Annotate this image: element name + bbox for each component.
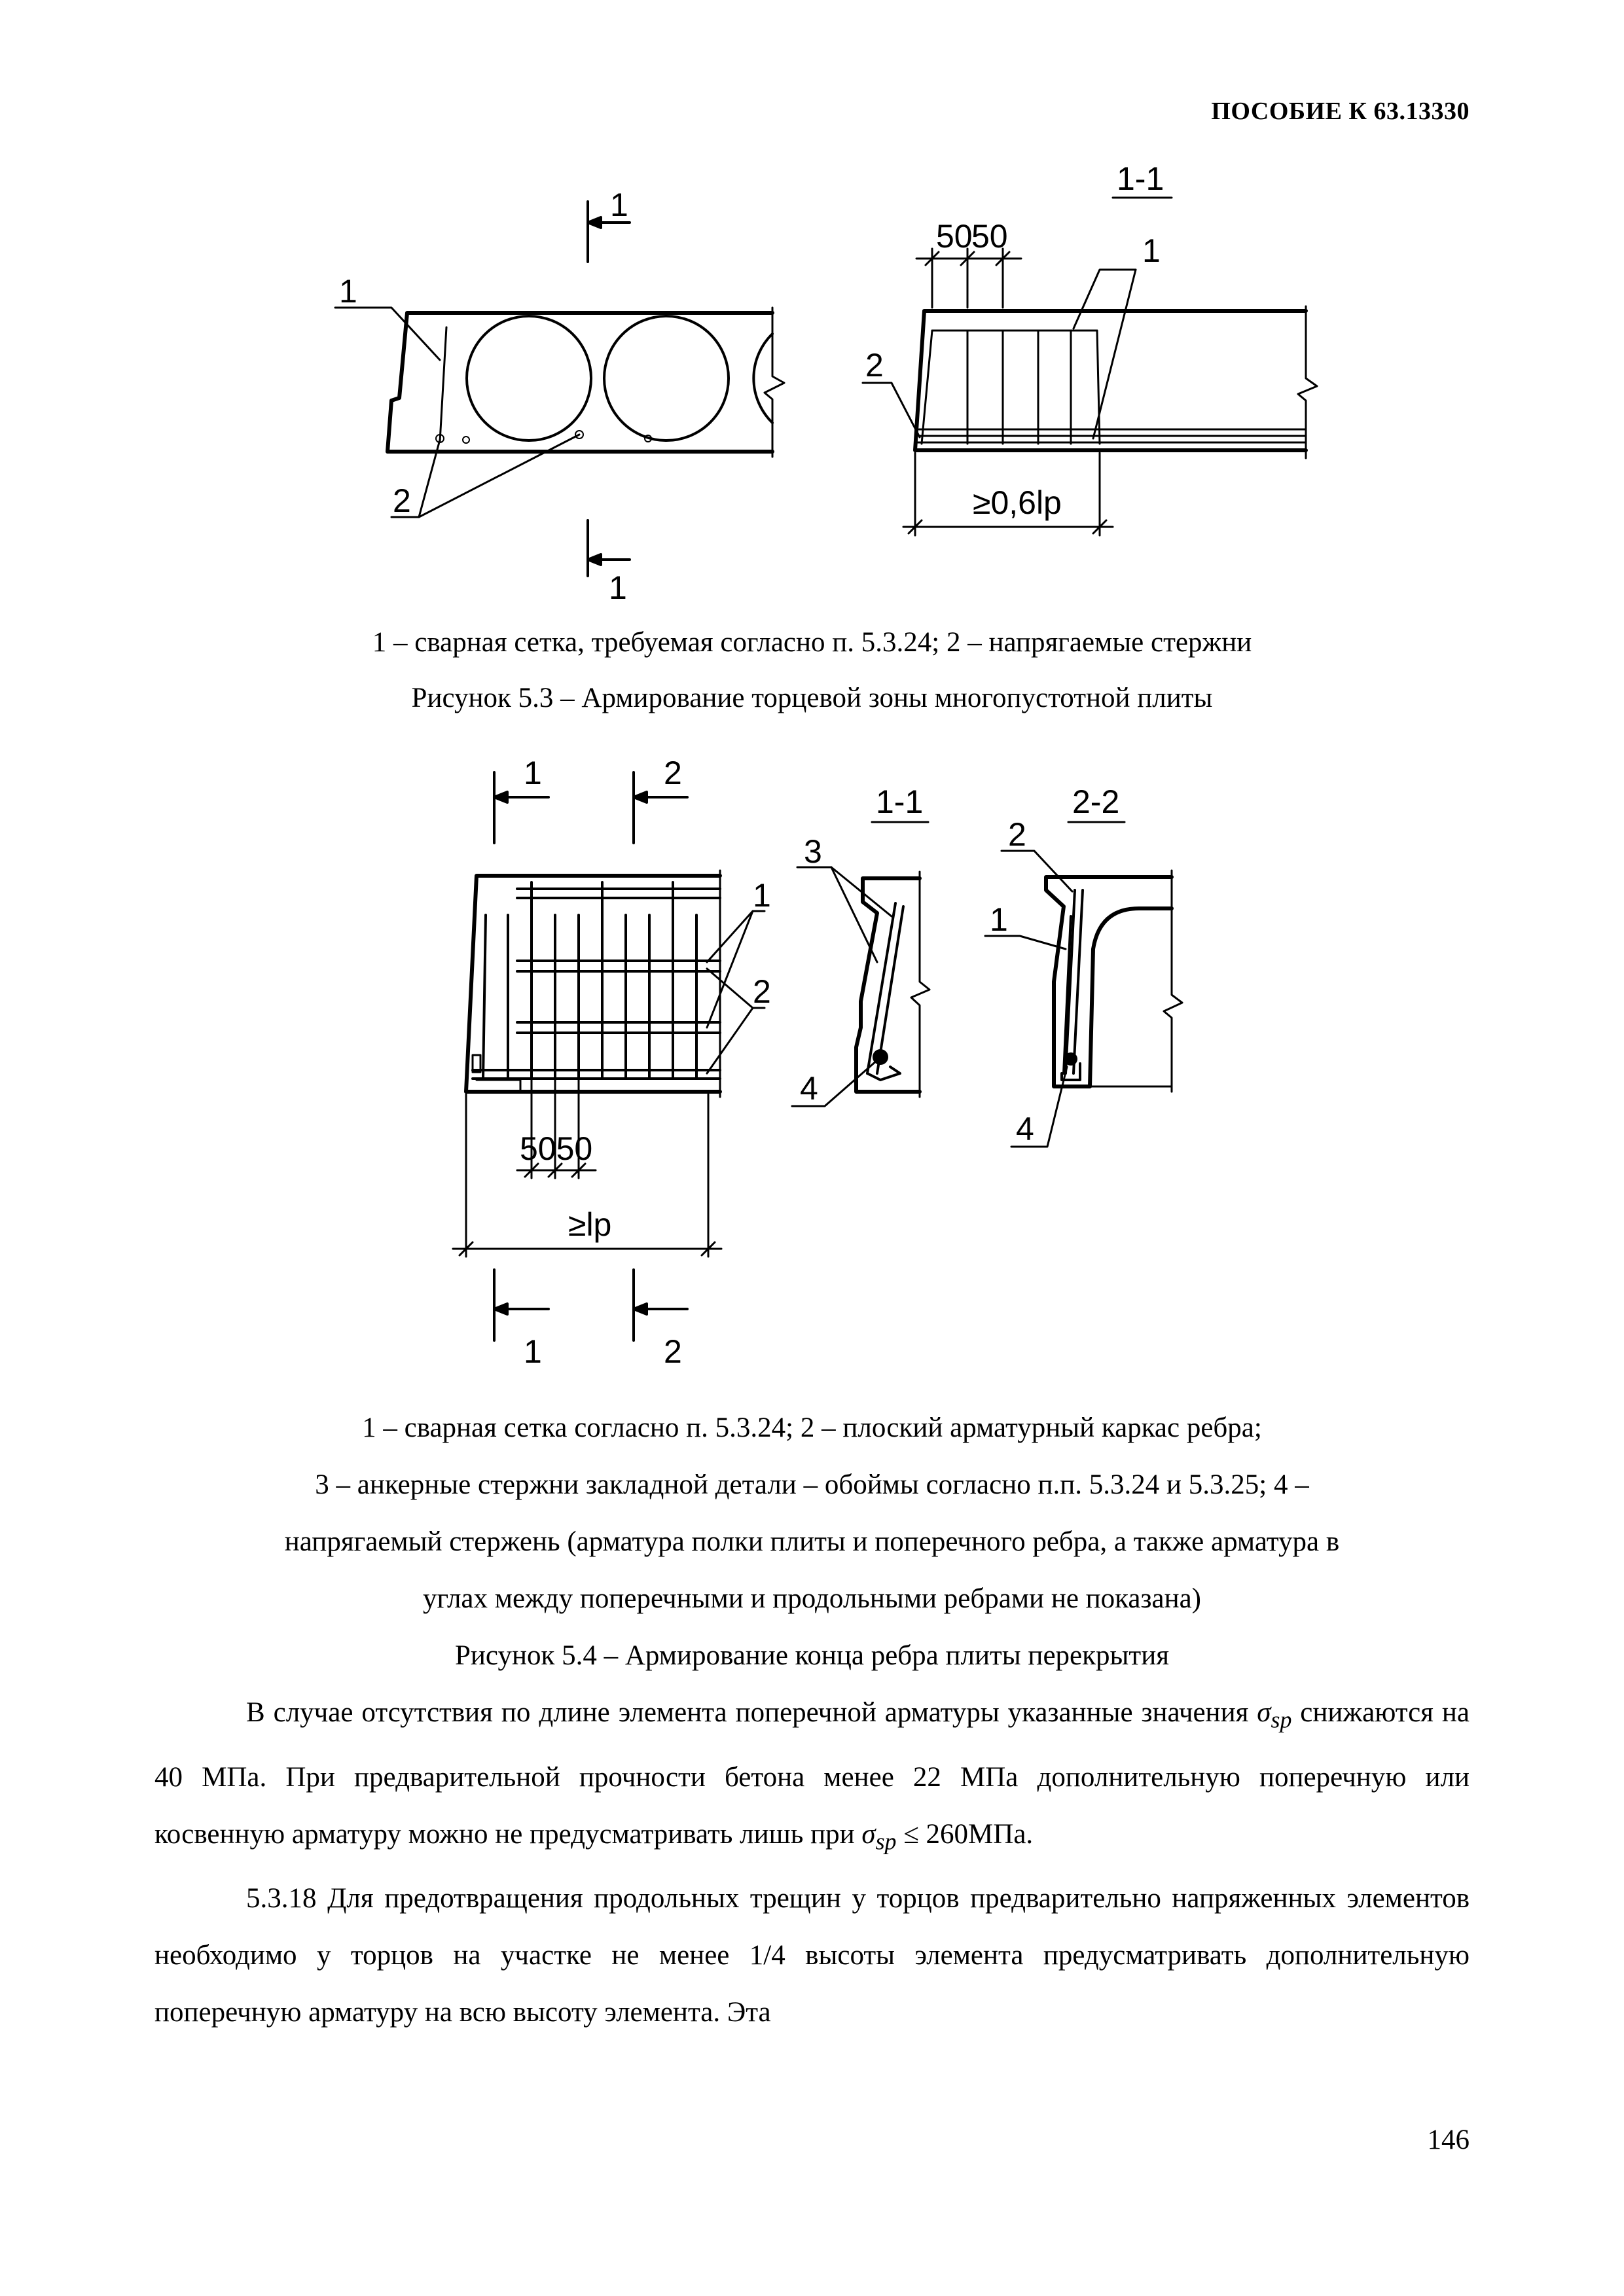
body-text bbox=[154, 1684, 1470, 2041]
sigma-symbol: σ bbox=[1257, 1697, 1271, 1728]
sigma-symbol: σ bbox=[861, 1818, 876, 1850]
dimension-5050: 5050 bbox=[520, 1130, 593, 1167]
callout-1-section: 1 bbox=[1142, 232, 1161, 269]
cut-label-2-top: 2 bbox=[664, 755, 682, 791]
figure-5-4-legend-line-1: 1 – сварная сетка согласно п. 5.3.24; 2 – плоский арматурный каркас ребра; bbox=[362, 1412, 1262, 1443]
cut-label-2-bottom: 2 bbox=[664, 1333, 682, 1370]
page-number: 146 bbox=[1427, 2125, 1470, 2155]
callout-1-rib: 1 bbox=[753, 877, 771, 914]
callout-2-section-2: 2 bbox=[1008, 816, 1026, 853]
figure-5-4-caption: Рисунок 5.4 – Армирование конца ребра плиты перекрытия bbox=[455, 1640, 1169, 1671]
document-header: ПОСОБИЕ К 63.13330 bbox=[1211, 98, 1470, 125]
void-2 bbox=[604, 316, 729, 440]
cut-mark-label-bottom: 1 bbox=[609, 569, 627, 606]
void-1 bbox=[467, 316, 591, 440]
section-label-2-2: 2-2 bbox=[1072, 783, 1120, 820]
cut-mark-bottom bbox=[588, 520, 630, 576]
figure-5-3-caption: Рисунок 5.3 – Армирование торцевой зоны многопустотной плиты bbox=[411, 683, 1213, 713]
dimension-50-b: 50 bbox=[971, 218, 1008, 255]
paragraph-2: 5.3.18 Для предотвращения продольных трещин у торцов предварительно напряженных элементов необходимо у торцов на участке не менее 1/4 высоты элемента предусматривать дополнительную поперечную арматуру на всю высоту элемента. Эта bbox=[154, 1883, 1470, 2028]
void-3 bbox=[753, 334, 772, 423]
callout-1-left: 1 bbox=[339, 273, 357, 310]
callout-4-section-2: 4 bbox=[1016, 1111, 1034, 1147]
figure-5-3-legend: 1 – сварная сетка, требуемая согласно п. 5.3.24; 2 – напрягаемые стержни bbox=[372, 627, 1252, 658]
figure-5-4-legend-line-4: углах между поперечными и продольными ребрами не показана) bbox=[423, 1583, 1201, 1614]
figure-5-4-legend-line-3: напрягаемый стержень (арматура полки плиты и поперечного ребра, а также арматура в bbox=[284, 1526, 1340, 1557]
dimension-06lp: ≥0,6lp bbox=[973, 484, 1062, 521]
figure-5-3-slab-elevation bbox=[335, 187, 784, 606]
cut-mark-label-top: 1 bbox=[610, 187, 628, 223]
callout-4-section-1: 4 bbox=[800, 1070, 818, 1107]
cut-label-1-top: 1 bbox=[524, 755, 542, 791]
dimension-lp: ≥lp bbox=[568, 1206, 612, 1243]
cut-label-1-bottom: 1 bbox=[524, 1333, 542, 1370]
callout-3: 3 bbox=[804, 833, 822, 870]
figure-5-4-legend-line-2: 3 – анкерные стержни закладной детали – обоймы согласно п.п. 5.3.24 и 5.3.25; 4 – bbox=[315, 1469, 1309, 1500]
figure-5-4-section-1-1 bbox=[792, 783, 929, 1107]
callout-1-section-2: 1 bbox=[990, 901, 1008, 938]
section-label-1-1: 1-1 bbox=[1117, 160, 1164, 197]
figure-5-3-section-1-1 bbox=[863, 160, 1317, 535]
callout-2-section: 2 bbox=[865, 347, 884, 384]
callout-2-rib: 2 bbox=[753, 973, 771, 1010]
dimension-50-a: 50 bbox=[936, 218, 973, 255]
figure-5-4-section-2-2 bbox=[985, 783, 1182, 1147]
section-label-1-1-rib: 1-1 bbox=[876, 783, 924, 820]
callout-2-left: 2 bbox=[393, 482, 411, 519]
figure-5-4-rib-elevation bbox=[453, 755, 771, 1370]
paragraph-1: В случае отсутствия по длине элемента поперечной арматуры указанные значения $\sigma_{sp}$ снижаются на 40 МПа. При предварительной прочности бетона менее 22 МПа дополнительную поперечную или косвенную арматуру можно не предусматривать лишь при $\sigma_{sp} \le 260МПа$. bbox=[154, 1697, 1470, 1855]
